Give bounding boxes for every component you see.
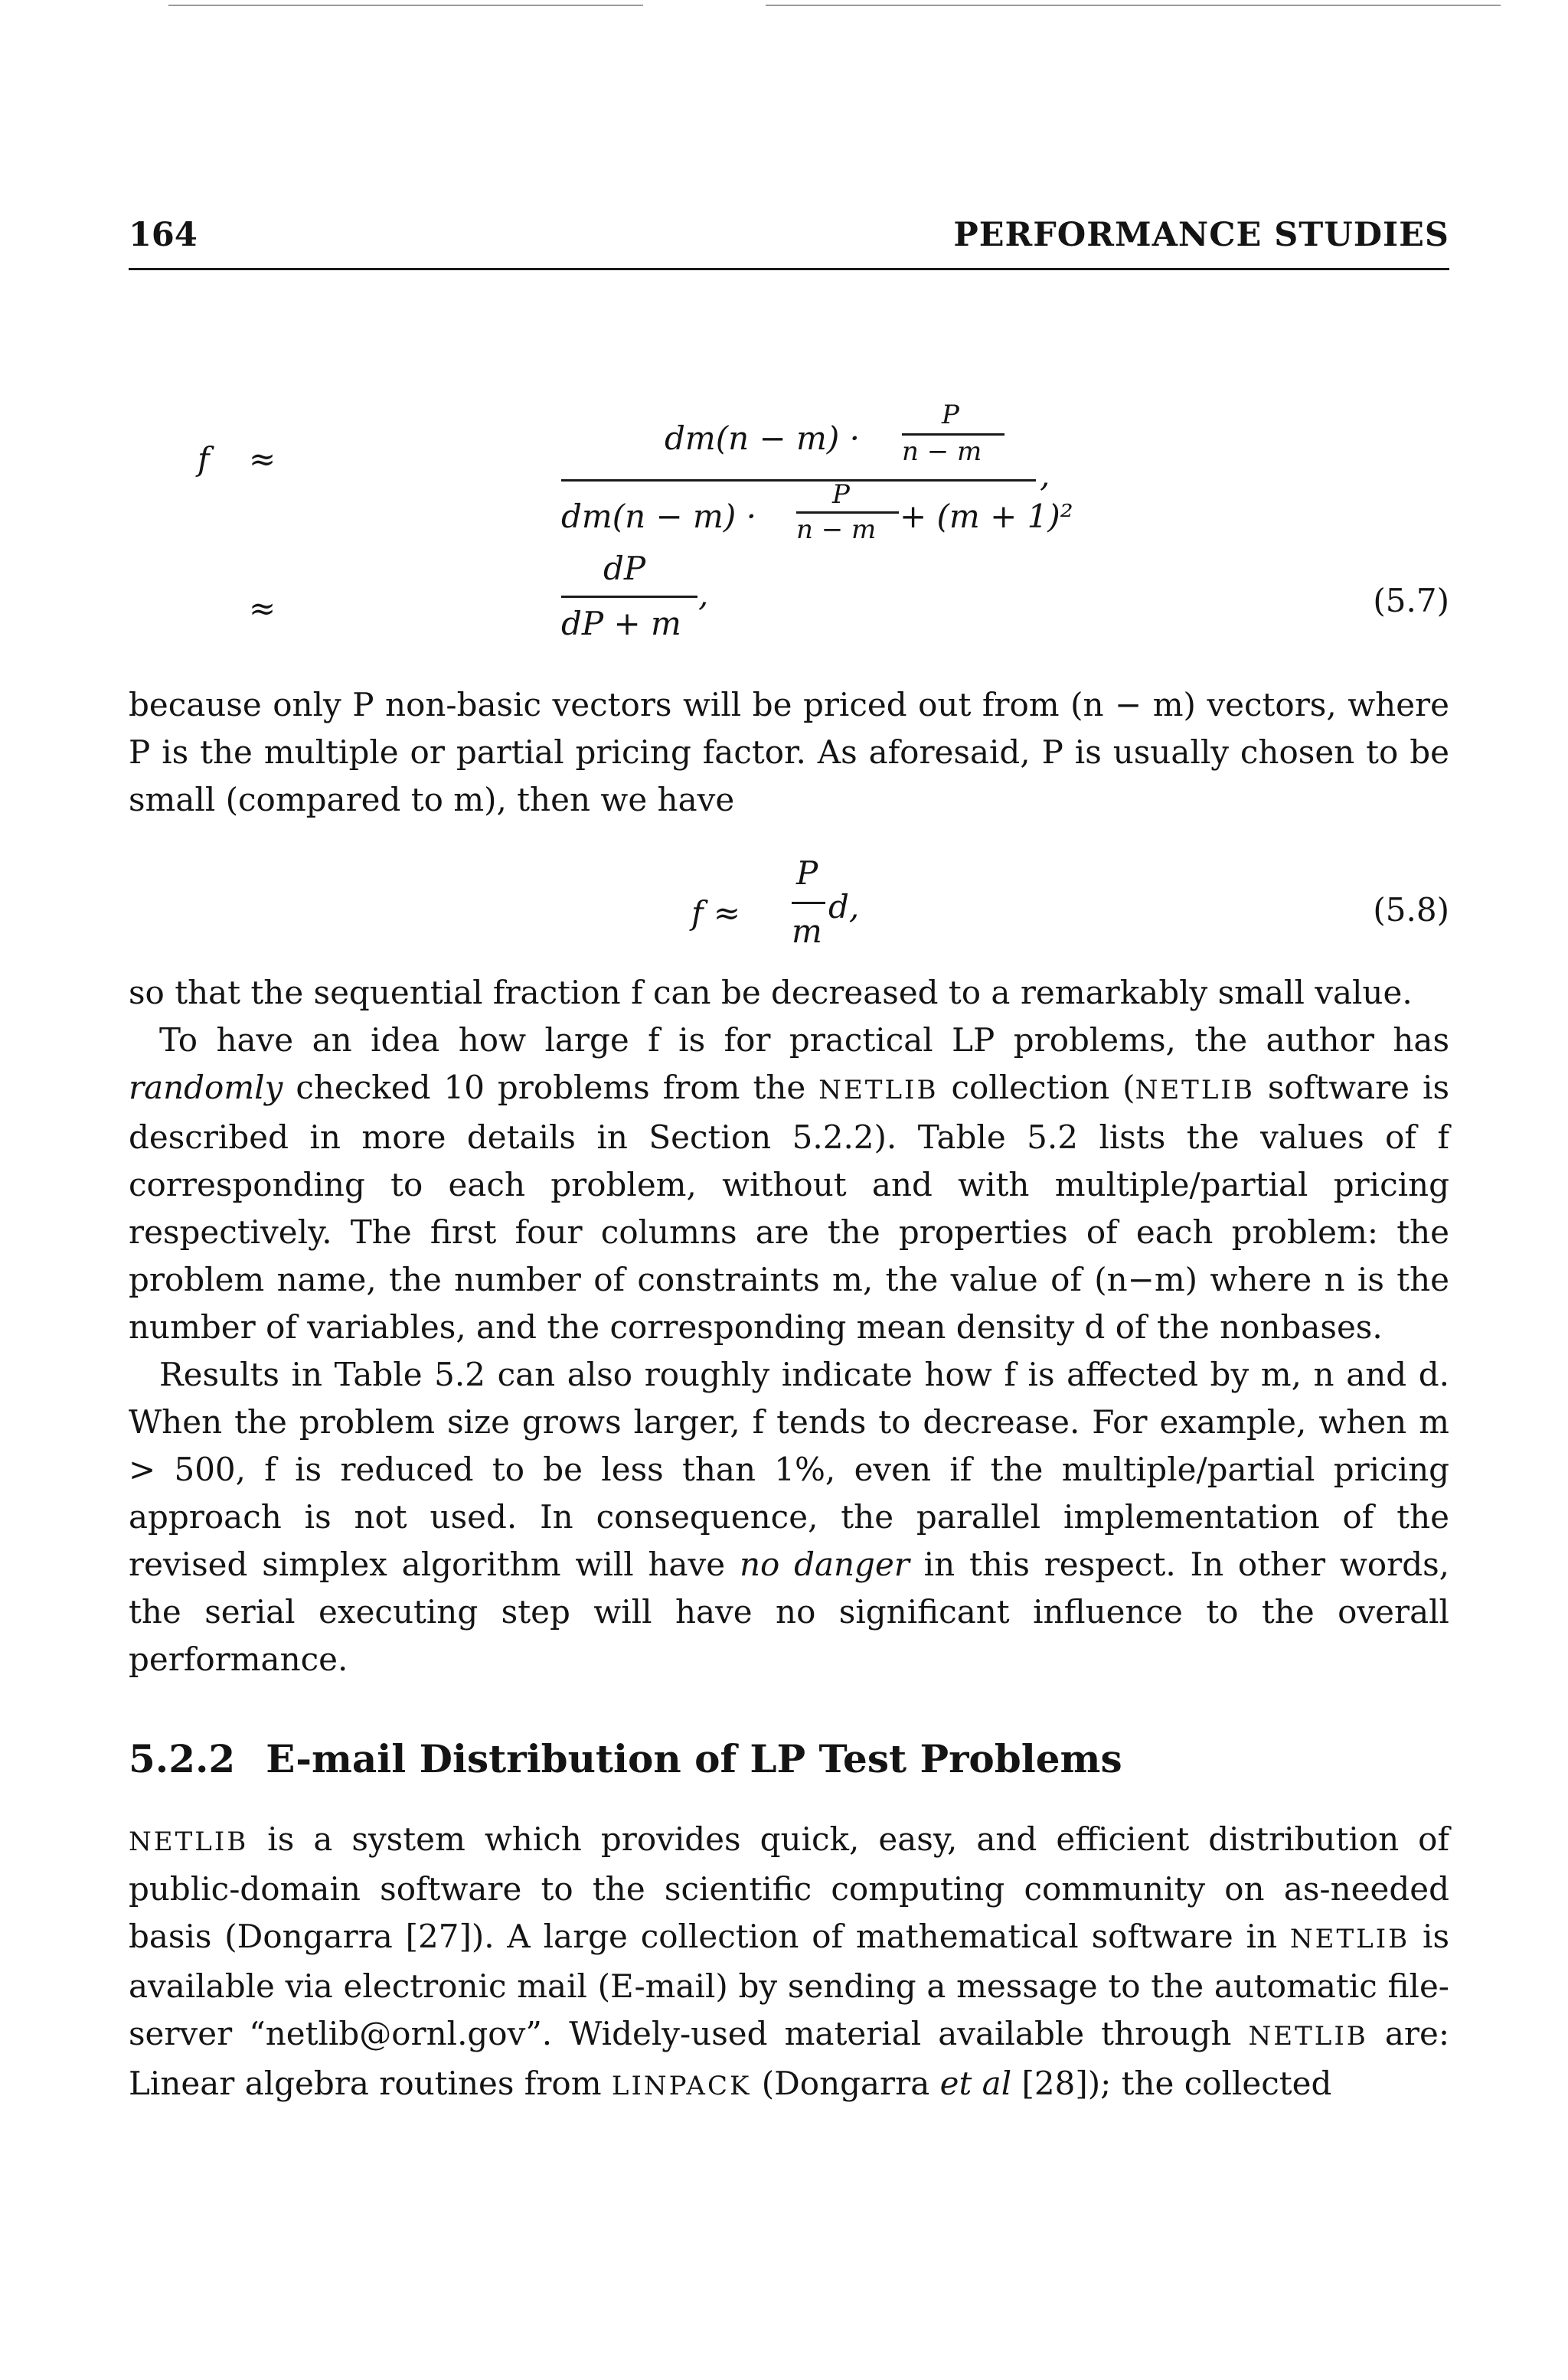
p4-emphasis-no-danger: no danger (739, 1546, 910, 1583)
eq57-numerator-main: dm(n − m) · (665, 420, 860, 457)
p3-segment: software is described in more details in Section 5.2.2). Table 5.2 lists the values of f corresponding to each problem, without and with multiple/partial pricing respectively. The first four columns are the properties of each problem: the problem name, the number of constraints m, the value of (n−m) where n is the number of variables, and the corresponding mean density d of the nonbases. (129, 1069, 1449, 1346)
p5-segment: (Dongarra (751, 2065, 940, 2102)
section-title: E-mail Distribution of LP Test Problems (266, 1736, 1122, 1781)
paragraph-4 (129, 1351, 1449, 1683)
p4-segment: in this respect. In other words, the serial executing step will have no significant influence to the overall performance. (129, 1546, 1449, 1678)
eq58-tail: d, (828, 888, 860, 926)
eq58-frac-top: P (796, 854, 818, 892)
equation-number-5-8: (5.8) (1373, 891, 1449, 929)
p4-segment: Results in Table 5.2 can also roughly indicate how f is affected by m, n and d. When the problem size grows larger, f tends to decrease. For example, when m > 500, f is reduced to be less than 1%, even if the multiple/partial pricing approach is not used. In consequence, the parallel implementation of the revised simplex algorithm will have (129, 1356, 1449, 1583)
eq57-row2-denominator: dP + m (561, 605, 681, 642)
paragraph-5 (129, 1816, 1449, 2110)
paragraph-2: so that the sequential fraction f can be decreased to a remarkably small value. (129, 974, 1413, 1011)
netlib-small-caps: NETLIB (1135, 1075, 1255, 1105)
eq57-lhs: f (198, 440, 210, 478)
running-title: PERFORMANCE STUDIES (953, 216, 1449, 254)
netlib-small-caps: NETLIB (818, 1075, 939, 1105)
netlib-small-caps: NETLIB (1248, 2021, 1368, 2052)
p3-segment: collection ( (938, 1069, 1135, 1106)
eq58-fraction-bar (792, 902, 825, 904)
eq57-approx-1: ≈ (249, 440, 276, 478)
netlib-small-caps: NETLIB (129, 1827, 249, 1857)
eq57-numerator-frac-bottom: n − m (902, 436, 982, 467)
eq57-numerator-frac-top: P (942, 400, 959, 430)
eq57-denominator-tail: + (m + 1)² (900, 498, 1073, 535)
page-number: 164 (129, 216, 198, 254)
paragraph-3 (129, 1017, 1449, 1351)
eq57-inner-fraction-bar (796, 511, 899, 514)
eq57-comma-2: , (698, 576, 709, 613)
netlib-small-caps: NETLIB (1289, 1924, 1410, 1954)
eq58-frac-bottom: m (792, 912, 822, 950)
linpack-small-caps: LINPACK (611, 2071, 752, 2101)
equation-number-5-7: (5.7) (1373, 582, 1449, 619)
p5-segment: is a system which provides quick, easy, and efficient distribution of public-domain software to the scientific computing community on as-needed basis (Dongarra [27]). A large collection of mathematical software in (129, 1820, 1449, 1955)
scan-border-line (766, 5, 1501, 6)
header-rule (129, 268, 1449, 270)
paragraph-1 (129, 681, 1449, 824)
section-heading (129, 1736, 1122, 1781)
p3-emphasis-randomly: randomly (129, 1069, 283, 1106)
eq57-comma-1: , (1040, 456, 1050, 494)
p3-segment: To have an idea how large f is for practical LP problems, the author has (159, 1021, 1449, 1059)
p5-segment: is available via electronic mail (E-mail) by sending a message to the automatic file-server “netlib@ornl.gov”. Widely-used material available through (129, 1918, 1449, 2052)
p5-segment: are: Linear algebra routines from (129, 2015, 1449, 2102)
eq57-approx-2: ≈ (249, 589, 276, 627)
scan-border-line (168, 5, 643, 6)
p5-emphasis-et-al: et al (939, 2065, 1012, 2102)
eq57-row2-fraction-bar (561, 596, 697, 598)
eq57-inner-fraction-bar (902, 433, 1004, 436)
eq57-denominator-frac-bottom: n − m (796, 514, 877, 545)
paragraph-5-text (129, 1816, 1449, 2110)
body-text-block (129, 969, 1449, 1683)
eq57-row2-numerator: dP (603, 550, 646, 587)
p5-segment: [28]); the collected (1011, 2065, 1332, 2102)
eq57-denominator-frac-top: P (832, 479, 850, 510)
p3-segment: checked 10 problems from the (283, 1069, 819, 1106)
section-number: 5.2.2 (129, 1736, 236, 1781)
eq57-main-fraction-bar (561, 479, 1036, 482)
eq57-denominator-main: dm(n − m) · (561, 498, 756, 535)
eq58-lhs: f ≈ (691, 894, 741, 932)
paragraph-1-text: because only P non-basic vectors will be priced out from (n − m) vectors, where P is the multiple or partial pricing factor. As aforesaid, P is usually chosen to be small (compared to m), then we have (129, 686, 1449, 818)
